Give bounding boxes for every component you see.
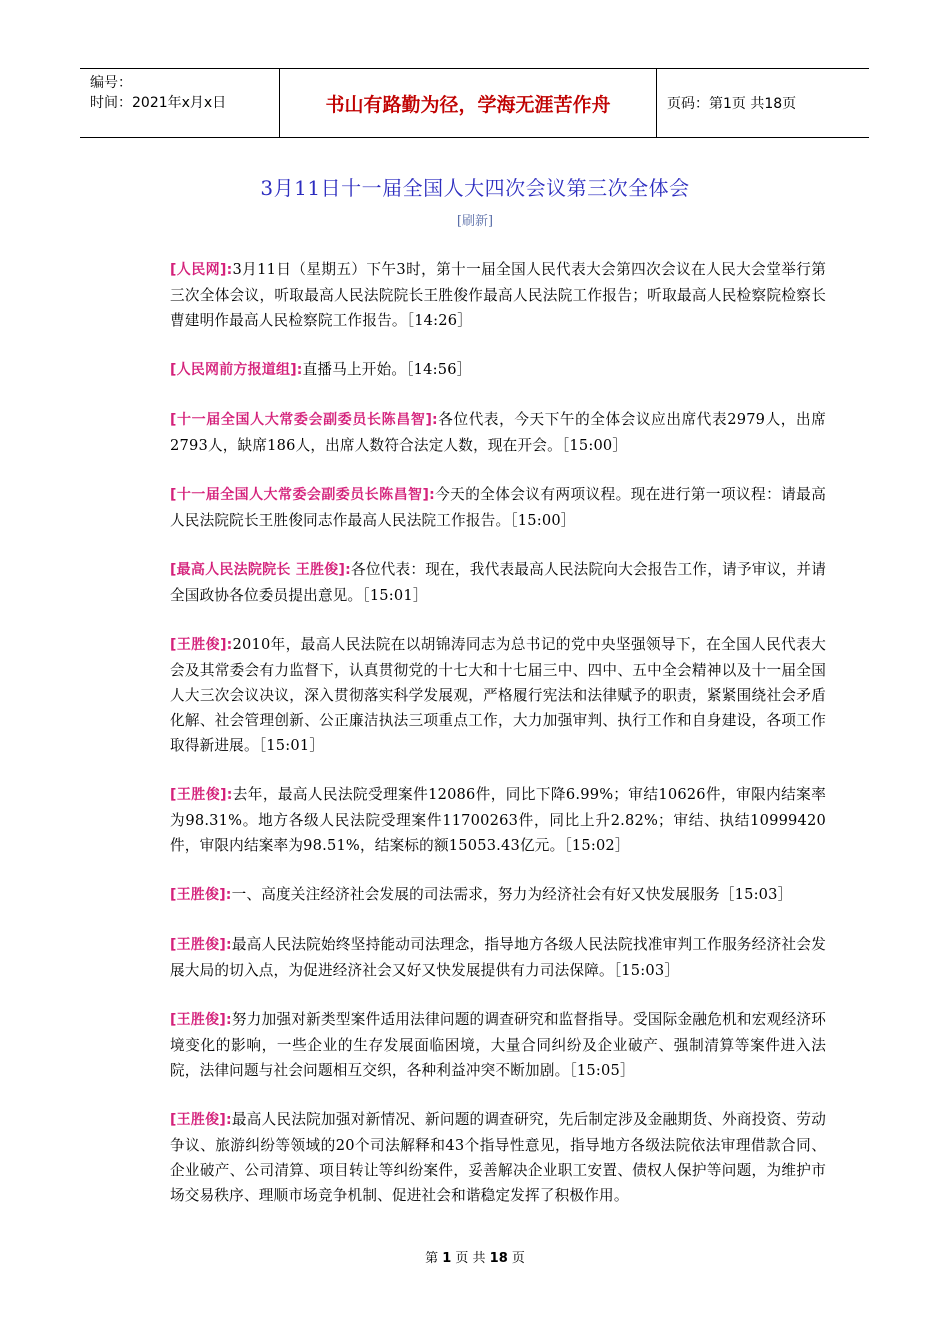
time-label: 时间：2021年x月x日 (90, 95, 227, 111)
header-meta-cell (80, 69, 280, 137)
paragraph-text: 一、高度关注经济社会发展的司法需求，努力为经济社会有好又快发展服务［15:03］ (231, 886, 793, 903)
footer-page-number: 1 (442, 1251, 452, 1266)
transcript-paragraph (170, 932, 826, 983)
speaker-label: [人民网前方报道组]: (170, 362, 303, 378)
transcript-paragraph (170, 782, 826, 858)
speaker-label: [十一届全国人大常委会副委员长陈昌智]: (170, 412, 438, 428)
transcript-paragraph (170, 1107, 826, 1208)
paragraph-text: 直播马上开始。［14:56］ (302, 361, 472, 378)
page-footer: 第 1 页 共 18 页 (425, 1251, 525, 1266)
paragraph-text: 各位代表，今天下午的全体会议应出席代表2979人，出席2793人，缺席186人，出席人数符合法定人数，现在开会。［15:00］ (170, 411, 826, 454)
paragraph-text: 最高人民法院始终坚持能动司法理念，指导地方各级人民法院找准审判工作服务经济社会发展大局的切入点，为促进经济社会又好又快发展提供有力司法保障。［15:03］ (170, 936, 826, 979)
transcript (170, 257, 826, 1232)
paragraph-text: 各位代表：现在，我代表最高人民法院向大会报告工作，请予审议，并请全国政协各位委员提出意见。［15:01］ (170, 561, 826, 604)
paragraph-text: 努力加强对新类型案件适用法律问题的调查研究和监督指导。受国际金融危机和宏观经济环境变化的影响，一些企业的生存发展面临困境，大量合同纠纷及企业破产、强制清算等案件进入法院，法律问题与社会问题相互交织，各种利益冲突不断加剧。［15:05］ (170, 1011, 826, 1079)
paragraph-text: 2010年，最高人民法院在以胡锦涛同志为总书记的党中央坚强领导下，在全国人民代表大会及其常委会有力监督下，认真贯彻党的十七大和十七届三中、四中、五中全会精神以及十一届全国人大三次会议决议，深入贯彻落实科学发展观，严格履行宪法和法律赋予的职责，紧紧围绕社会矛盾化解、社会管理创新、公正廉洁执法三项重点工作，大力加强审判、执行工作和自身建设，各项工作取得新进展。［15:01］ (170, 636, 826, 754)
speaker-label: [王胜俊]: (170, 1112, 232, 1128)
speaker-label: [最高人民法院院长 王胜俊]: (170, 562, 351, 578)
speaker-label: [十一届全国人大常委会副委员长陈昌智]: (170, 487, 435, 503)
transcript-paragraph (170, 1007, 826, 1083)
transcript-paragraph (170, 407, 826, 458)
motto: 书山有路勤为径，学海无涯苦作舟 (280, 69, 657, 137)
speaker-label: [王胜俊]: (170, 637, 233, 653)
transcript-paragraph (170, 557, 826, 608)
header-table (80, 68, 869, 138)
transcript-paragraph (170, 882, 826, 908)
page-title: 3月11日十一届全国人大四次会议第三次全体会 (260, 176, 690, 200)
transcript-paragraph (170, 632, 826, 758)
transcript-paragraph (170, 357, 826, 383)
page-label: 页码：第1页 共18页 (667, 96, 797, 112)
speaker-label: [王胜俊]: (170, 887, 232, 903)
paragraph-text: 3月11日（星期五）下午3时，第十一届全国人民代表大会第四次会议在人民大会堂举行第三次全体会议，听取最高人民法院院长王胜俊作最高人民法院工作报告；听取最高人民检察院检察长曹建明作最高人民检察院工作报告。［14:26］ (170, 261, 826, 329)
speaker-label: [人民网]: (170, 262, 233, 278)
paragraph-text: 去年，最高人民法院受理案件12086件，同比下降6.99%；审结10626件，审限内结案率为98.31%。地方各级人民法院受理案件11700263件，同比上升2.82%；审结、执结10999420件，审限内结案率为98.51%，结案标的额15053.43亿元。［15:02］ (170, 786, 826, 854)
speaker-label: [王胜俊]: (170, 1012, 232, 1028)
paragraph-text: 今天的全体会议有两项议程。现在进行第一项议程：请最高人民法院院长王胜俊同志作最高人民法院工作报告。［15:00］ (170, 486, 827, 529)
number-label: 编号： (90, 75, 132, 91)
speaker-label: [王胜俊]: (170, 787, 233, 803)
paragraph-text: 最高人民法院加强对新情况、新问题的调查研究，先后制定涉及金融期货、外商投资、劳动争议、旅游纠纷等领域的20个司法解释和43个指导性意见，指导地方各级法院依法审理借款合同、企业破产、公司清算、项目转让等纠纷案件，妥善解决企业职工安置、债权人保护等问题，为维护市场交易秩序、理顺市场竞争机制、促进社会和谐稳定发挥了积极作用。 (170, 1111, 826, 1204)
transcript-paragraph (170, 482, 826, 533)
footer-total-pages: 18 (489, 1251, 508, 1266)
speaker-label: [王胜俊]: (170, 937, 232, 953)
refresh-link[interactable]: [刷新] (456, 214, 494, 229)
transcript-paragraph (170, 257, 826, 333)
